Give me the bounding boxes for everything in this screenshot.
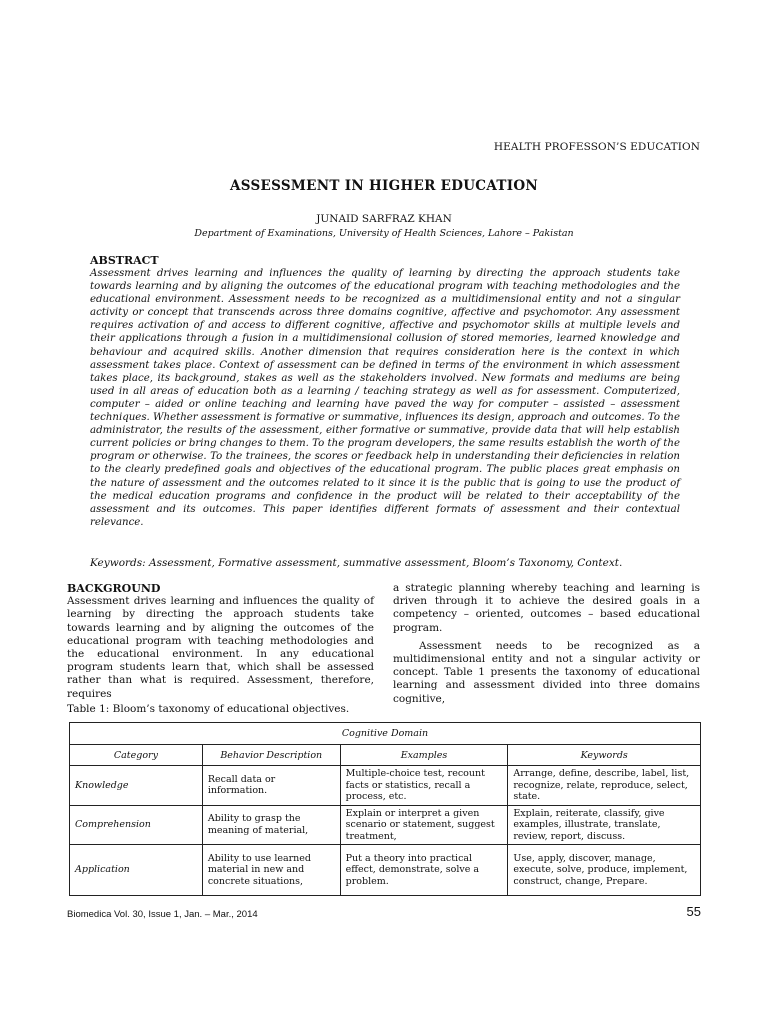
footer-citation: Biomedica Vol. 30, Issue 1, Jan. – Mar., 2014 bbox=[67, 909, 258, 920]
abstract-text: Assessment drives learning and influences the quality of learning by directing the approach students take towards learning and by aligning the outcomes of the educational program with teaching methodologies and the educational environment. Assessment needs to be recognized as a multidimensional entity and not a singular activity or concept that transcends across three domains cognitive, affective and psychomotor. Any assessment requires activation of and access to different cognitive, affective and psychomotor skills at multiple levels and their applications through a fusion in a multidimensional collusion of stored memories, learned knowledge and behaviour and acquired skills. Another dimension that requires consideration here is the context in which assessment takes place. Context of assessment can be defined in terms of the environment in which assessment takes place, its background, stakes as well as the stakeholders involved. New formats and mediums are being used in all areas of education both as a learning / teaching strategy as well as for assessment. Computerized, computer – aided or online teaching and learning have paved the way for computer – assisted – assessment techniques. Whether assessment is formative or summative, influences its design, approach and outcomes. To the administrator, the results of the assessment, either formative or summative, provide data that will help establish current policies or bring changes to them. To the program developers, the same results establish the worth of the program or otherwise. To the trainees, the scores or feedback help in understanding their deficiencies in relation to the clearly predefined goals and objectives of the educational program. The public places great emphasis on the nature of assessment and the outcomes related to it since it is the public that is going to use the product of the medical education programs and confidence in the product will be related to their acceptability of the assessment and its outcomes. This paper identifies different formats of assessment and their contextual relevance. bbox=[90, 268, 680, 528]
background-continuation: a strategic planning whereby teaching and learning is driven through it to achieve the desired goals in a competency – oriented, outcomes – based educational program. bbox=[393, 582, 700, 634]
page-number: 55 bbox=[686, 904, 701, 919]
right-column bbox=[393, 582, 700, 706]
author-name: JUNAID SARFRAZ KHAN bbox=[316, 213, 452, 225]
keywords-line: Keywords: Assessment, Formative assessment, summative assessment, Bloom’s Taxonomy, Context. bbox=[90, 557, 623, 569]
running-head: HEALTH PROFESSON’S EDUCATION bbox=[493, 141, 700, 153]
table-cell-examples: Put a theory into practical effect, demonstrate, solve a problem. bbox=[340, 845, 508, 896]
background-heading: BACKGROUND bbox=[67, 582, 161, 595]
column-header: Examples bbox=[340, 745, 508, 766]
table-cell-category: Application bbox=[70, 845, 203, 896]
column-header: Behavior Description bbox=[202, 745, 340, 766]
table-cell-examples: Explain or interpret a given scenario or statement, suggest treatment, bbox=[340, 805, 508, 845]
background-paragraph-2: Assessment needs to be recognized as a multidimensional entity and not a singular activity or concept. Table 1 presents the taxonomy of educational learning and assessment divided into three domains cognitive, bbox=[393, 639, 700, 705]
table-cell-keywords: Arrange, define, describe, label, list, recognize, relate, reproduce, select, state. bbox=[508, 766, 701, 806]
table-cell-category: Comprehension bbox=[70, 805, 203, 845]
column-header: Category bbox=[70, 745, 203, 766]
left-column bbox=[67, 582, 374, 701]
author-affiliation: Department of Examinations, University of Health Sciences, Lahore – Pakistan bbox=[194, 228, 574, 239]
table-row bbox=[70, 845, 701, 896]
table-cell-behavior: Ability to grasp the meaning of material, bbox=[202, 805, 340, 845]
abstract-heading: ABSTRACT bbox=[90, 254, 159, 267]
table-cell-examples: Multiple-choice test, recount facts or statistics, recall a process, etc. bbox=[340, 766, 508, 806]
table-cell-keywords: Explain, reiterate, classify, give examples, illustrate, translate, review, report, discuss. bbox=[508, 805, 701, 845]
column-header: Keywords bbox=[508, 745, 701, 766]
background-paragraph: Assessment drives learning and influences the quality of learning by directing the approach students take towards learning and by aligning the outcomes of the educational program with teaching methodologies and the educational environment. In any educational program students learn that, which shall be assessed rather than what is required. Assessment, therefore, requires bbox=[67, 595, 374, 700]
table-cell-behavior: Ability to use learned material in new and concrete situations, bbox=[202, 845, 340, 896]
table-row bbox=[70, 805, 701, 845]
bloom-taxonomy-table bbox=[69, 722, 701, 896]
table-cell-category: Knowledge bbox=[70, 766, 203, 806]
table-cell-behavior: Recall data or information. bbox=[202, 766, 340, 806]
table-domain-header: Cognitive Domain bbox=[70, 723, 701, 745]
table-row bbox=[70, 766, 701, 806]
table-caption: Table 1: Bloom’s taxonomy of educational objectives. bbox=[67, 703, 350, 715]
article-title: ASSESSMENT IN HIGHER EDUCATION bbox=[229, 178, 539, 194]
table-cell-keywords: Use, apply, discover, manage, execute, solve, produce, implement, construct, change, Prepare. bbox=[508, 845, 701, 896]
